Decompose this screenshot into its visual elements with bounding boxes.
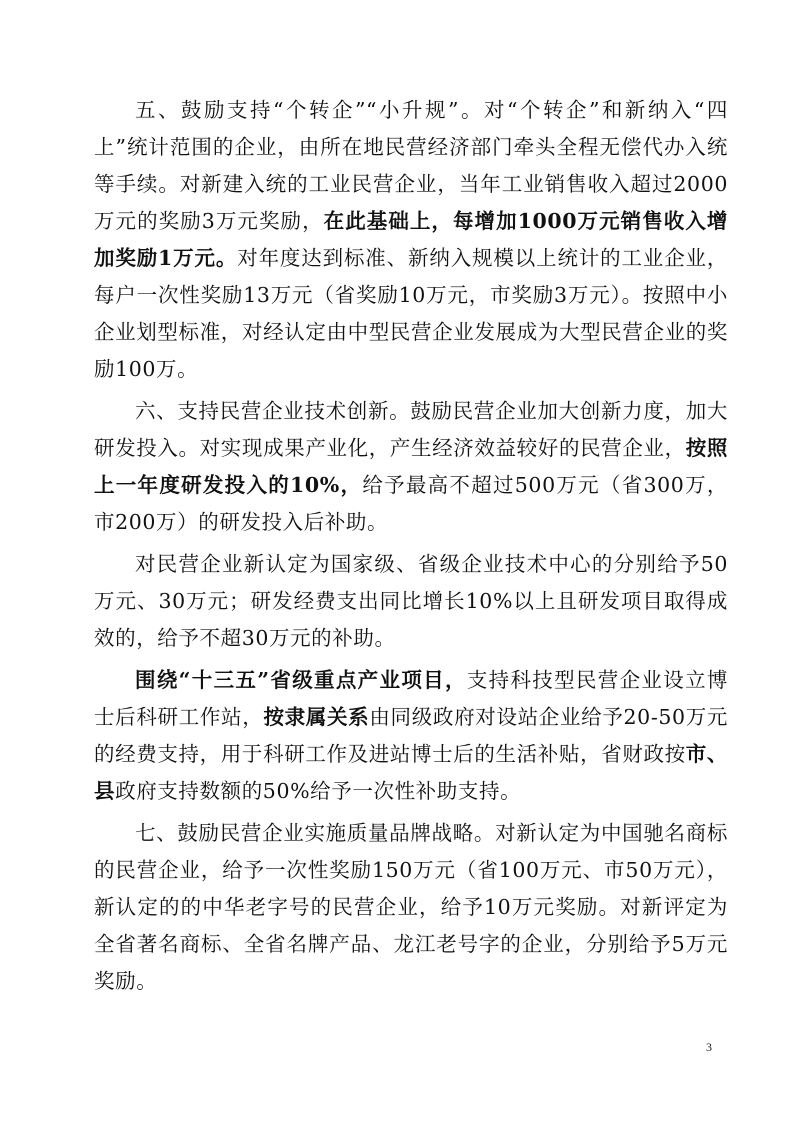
bold-text-run: 按照上一年度研发投入的10%， [94, 436, 728, 497]
text-run: 对民营企业新认定为国家级、省级企业技术中心的分别给予50万元、30万元；研发经费支出同比增长10%以上且研发项目取得成效的，给予不超30万元的补助。 [94, 552, 728, 650]
bold-text-run: 在此基础上，每增加1000万元销售收入增加奖励1万元。 [94, 209, 728, 270]
document-body [94, 92, 728, 1000]
text-run: 政府支持数额的50%给予一次性补助支持。 [115, 779, 522, 803]
text-run: 支持科技型民营企业设立博士后科研工作站， [94, 668, 729, 729]
paragraph-postdoc-station [94, 662, 728, 810]
paragraph-item-5 [94, 92, 728, 388]
text-run: 由同级政府对设站企业给予20-50万元的经费支持，用于科研工作及进站博士后的生活补贴，省财政按 [94, 705, 728, 766]
text-run: 六、支持民营企业技术创新。鼓励民营企业加大创新力度，加大研发投入。对实现成果产业化，产生经济效益较好的民营企业， [94, 399, 728, 460]
page-number: 3 [706, 1040, 712, 1054]
paragraph-item-7 [94, 815, 728, 1000]
bold-text-run: 围绕“十三五”省级重点产业项目， [135, 668, 467, 692]
text-run: 给予最高不超过500万元（省300万，市200万）的研发投入后补助。 [94, 473, 729, 534]
bold-text-run: 按隶属关系 [263, 705, 370, 729]
text-run: 七、鼓励民营企业实施质量品牌战略。对新认定为中国驰名商标的民营企业，给予一次性奖励150万元（省100万元、市50万元），新认定的的中华老字号的民营企业，给予10万元奖励。对新评定为全省著名商标、全省名牌产品、龙江老号字的企业，分别给予5万元奖励。 [94, 821, 728, 993]
text-run: 五、鼓励支持“个转企”“小升规”。对“个转企”和新纳入“四上”统计范围的企业，由所在地民营经济部门牵头全程无偿代办入统等手续。对新建入统的工业民营企业，当年工业销售收入超过2000万元的奖励3万元奖励， [94, 98, 728, 233]
text-run: 对年度达到标准、新纳入规模以上统计的工业企业，每户一次性奖励13万元（省奖励10万元，市奖励3万元）。按照中小企业划型标准，对经认定由中型民营企业发展成为大型民营企业的奖励100万。 [94, 246, 728, 381]
paragraph-item-6 [94, 393, 728, 541]
bold-text-run: 市、县 [94, 742, 728, 803]
paragraph-tech-center [94, 546, 728, 657]
